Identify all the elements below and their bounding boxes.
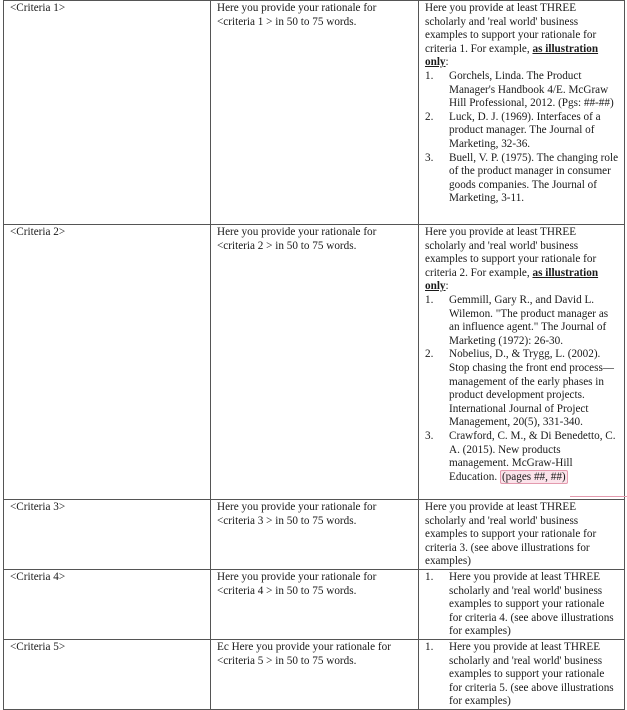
criteria-label: <Criteria 2> bbox=[10, 226, 66, 238]
comment-highlight[interactable]: (pages ##, ##) bbox=[501, 470, 566, 483]
rationale-text: Here you provide your rationale for <criteria 2 > in 50 to 75 words. bbox=[217, 226, 377, 252]
criteria-cell bbox=[4, 1, 211, 225]
table-row bbox=[4, 1, 625, 225]
examples-intro: Here you provide at least THREE scholarly and 'real world' business examples to support your rationale for criteria 2. For example, bbox=[425, 226, 597, 279]
reference-list bbox=[425, 571, 619, 639]
criteria-label: <Criteria 5> bbox=[10, 641, 66, 653]
reference-list bbox=[425, 70, 619, 206]
examples-cell: Here you provide at least THREE scholarly and 'real world' business examples to support your rationale for criteria 1. For example, as illustration only: 1. Gorchels, Linda. The Product Manager's Handbook 4/E. McGraw Hill Professional, 2012. (Pgs: ##-##) 2. Luck, D. J. (1969). Interfaces of a product manager. The Journal of Marketing, 32-36. 3. Buell, V. P. (1975). The changing role of the product manager in consumer goods companies. The Journal of Marketing, 3-11. bbox=[419, 1, 625, 225]
rationale-cell bbox=[211, 500, 419, 570]
illustration-label: as illustration only bbox=[425, 266, 599, 293]
examples-cell bbox=[419, 500, 625, 570]
list-item: 2. Nobelius, D., & Trygg, L. (2002). Stop chasing the front end process—management of the early phases in product development projects. International Journal of Project Management, 20(5), 331-340. bbox=[425, 348, 614, 429]
rationale-text: Ec Here you provide your rationale for <criteria 5 > in 50 to 75 words. bbox=[217, 641, 391, 667]
rationale-cell bbox=[211, 640, 419, 710]
list-item: 1. Here you provide at least THREE scholarly and 'real world' business examples to support your rationale for criteria 5. (see above illustrations for examples) bbox=[425, 641, 614, 708]
examples-cell: Here you provide at least THREE scholarly and 'real world' business examples to support your rationale for criteria 2. For example, as illustration only: 1. Gemmill, Gary R., and David L. Wilemon. "The product manager as an influence agent." The Journal of Marketing (1972): 26-30. 2. Nobelius, D., & Trygg, L. (2002). Stop chasing the front end process—management of the early phases in product development projects. International Journal of Project Management, 20(5), 331-340. 3. Crawford, C. M., & Di Benedetto, C. A. (2015). New products management. McGraw-Hill Education. (pages ##, ##) bbox=[419, 225, 625, 500]
rationale-cell bbox=[211, 1, 419, 225]
table-row bbox=[4, 225, 625, 500]
table-row bbox=[4, 640, 625, 710]
criteria-cell bbox=[4, 500, 211, 570]
criteria-cell bbox=[4, 570, 211, 640]
table-row bbox=[4, 500, 625, 570]
reference-list bbox=[425, 294, 619, 484]
list-item: 1. Gorchels, Linda. The Product Manager's Handbook 4/E. McGraw Hill Professional, 2012. (Pgs: ##-##) bbox=[425, 69, 614, 110]
list-item: 3. Buell, V. P. (1975). The changing role of the product manager in consumer goods companies. The Journal of Marketing, 3-11. bbox=[425, 151, 619, 205]
list-item: 2. Luck, D. J. (1969). Interfaces of a product manager. The Journal of Marketing, 32-36. bbox=[425, 110, 601, 150]
illustration-label: as illustration only bbox=[425, 42, 599, 69]
examples-text: Here you provide at least THREE scholarly and 'real world' business examples to support your rationale for criteria 3. (see above illustrations for examples) bbox=[425, 501, 597, 568]
criteria-table bbox=[3, 0, 625, 710]
criteria-cell bbox=[4, 225, 211, 500]
list-item: 3. Crawford, C. M., & Di Benedetto, C. A. (2015). New products management. McGraw-Hill Education. (pages ##, ##) bbox=[425, 429, 616, 483]
rationale-text: Here you provide your rationale for <criteria 4 > in 50 to 75 words. bbox=[217, 571, 377, 597]
examples-intro: Here you provide at least THREE scholarly and 'real world' business examples to support your rationale for criteria 1. For example, bbox=[425, 2, 597, 55]
rationale-cell bbox=[211, 570, 419, 640]
examples-cell bbox=[419, 570, 625, 640]
rationale-text: Here you provide your rationale for <criteria 3 > in 50 to 75 words. bbox=[217, 501, 377, 527]
table-row bbox=[4, 570, 625, 640]
criteria-label: <Criteria 4> bbox=[10, 571, 66, 583]
list-item: 1. Gemmill, Gary R., and David L. Wilemon. "The product manager as an influence agent." The Journal of Marketing (1972): 26-30. bbox=[425, 293, 609, 347]
criteria-label: <Criteria 1> bbox=[10, 2, 66, 14]
reference-list bbox=[425, 641, 619, 709]
list-item: 1. Here you provide at least THREE scholarly and 'real world' business examples to support your rationale for criteria 4. (see above illustrations for examples) bbox=[425, 571, 614, 638]
examples-text: Here you provide at least THREE scholarly and 'real world' business examples to support your rationale for criteria 5. (see above illustrations for examples) bbox=[449, 641, 614, 708]
rationale-text: Here you provide your rationale for <criteria 1 > in 50 to 75 words. bbox=[217, 2, 377, 28]
examples-cell bbox=[419, 640, 625, 710]
rationale-cell bbox=[211, 225, 419, 500]
comment-connector-line bbox=[570, 496, 627, 497]
criteria-label: <Criteria 3> bbox=[10, 501, 66, 513]
examples-text: Here you provide at least THREE scholarly and 'real world' business examples to support your rationale for criteria 4. (see above illustrations for examples) bbox=[449, 571, 614, 638]
criteria-cell bbox=[4, 640, 211, 710]
